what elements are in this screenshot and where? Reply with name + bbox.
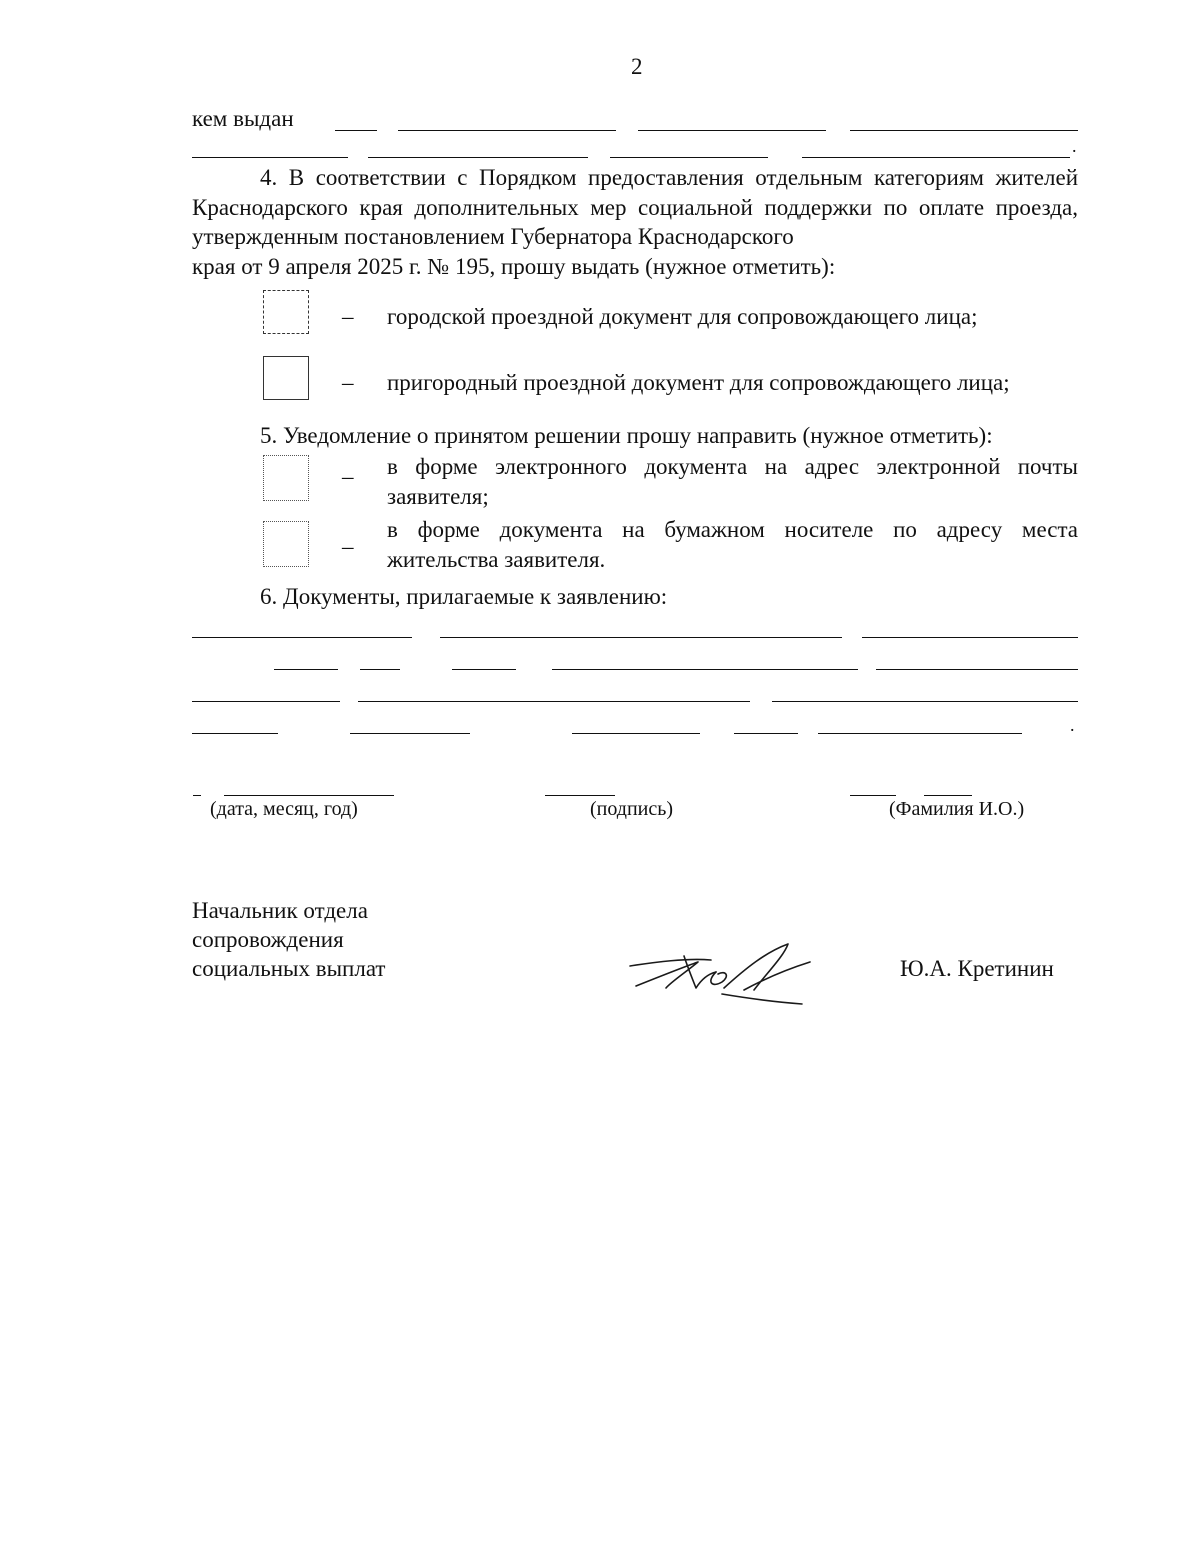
period-mark: . — [1072, 136, 1077, 156]
option-city-pass: городской проездной документ для сопровождающего лица; — [387, 304, 978, 329]
section-6-title: 6. Документы, прилагаемые к заявлению: — [260, 584, 668, 609]
section-4-last-line: края от 9 апреля 2025 г. № 195, прошу выдать (нужное отметить): — [192, 253, 836, 279]
dash-city-pass: – — [342, 304, 354, 329]
dash-paper: – — [342, 534, 354, 559]
checkbox-paper[interactable] — [263, 521, 309, 567]
issued-by-label: кем выдан — [192, 106, 294, 131]
date-caption: (дата, месяц, год) — [210, 798, 358, 820]
signature-line[interactable] — [545, 795, 615, 796]
section-5-title: 5. Уведомление о принятом решении прошу направить (нужное отметить): — [260, 423, 993, 448]
checkbox-suburban-pass[interactable] — [263, 356, 309, 400]
date-line[interactable] — [224, 795, 394, 796]
position-line-1: Начальник отдела — [192, 898, 368, 923]
dash-suburban-pass: – — [342, 370, 354, 395]
dash-electronic: – — [342, 464, 354, 489]
date-line-stub — [193, 795, 201, 796]
name-line-right[interactable] — [924, 795, 972, 796]
option-suburban-pass: пригородный проездной документ для сопровождающего лица; — [387, 370, 1010, 395]
documents-period-mark: . — [1070, 715, 1075, 735]
name-line-left[interactable] — [850, 795, 896, 796]
checkbox-electronic[interactable] — [263, 455, 309, 501]
position-line-3: социальных выплат — [192, 956, 386, 981]
section-4-paragraph — [192, 163, 1078, 281]
option-electronic-line-1: в форме электронного документа на адрес электронной почты — [387, 454, 1078, 479]
section-4-text: 4. В соответствии с Порядком предоставления отдельным категориям жителей Краснодарского края дополнительных мер социальной поддержки по оплате проезда, утвержденным постановлением Губернатора Краснодарского — [192, 165, 1078, 249]
official-name: Ю.А. Кретинин — [900, 956, 1054, 981]
option-paper-line-1: в форме документа на бумажном носителе по адресу места — [387, 517, 1078, 542]
option-paper — [387, 515, 1078, 574]
signature-caption: (подпись) — [590, 798, 674, 820]
option-electronic — [387, 452, 1078, 511]
option-electronic-line-2: заявителя; — [387, 483, 489, 509]
page-number: 2 — [631, 54, 643, 79]
position-line-2: сопровождения — [192, 927, 344, 952]
option-paper-line-2: жительства заявителя. — [387, 546, 606, 572]
name-caption: (Фамилия И.О.) — [889, 798, 1025, 820]
checkbox-city-pass[interactable] — [263, 290, 309, 334]
handwritten-signature — [626, 938, 826, 1018]
